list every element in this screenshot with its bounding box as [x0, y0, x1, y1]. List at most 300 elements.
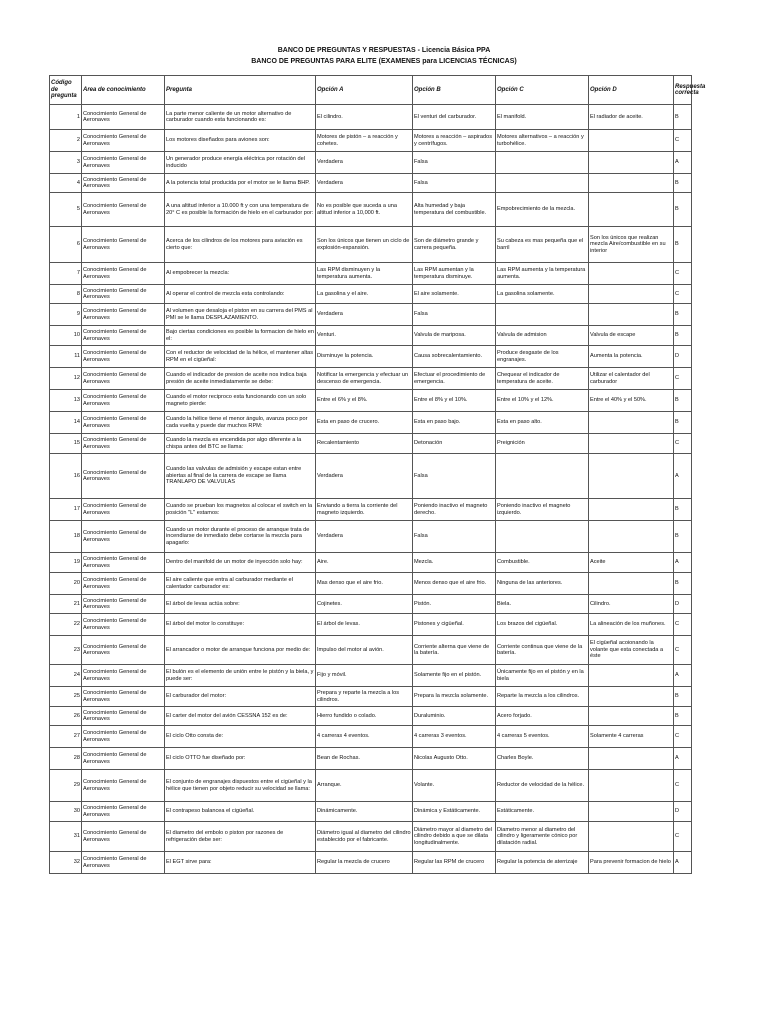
cell-question: El arrancador o motor de arranque funciona por medio de:	[165, 636, 316, 665]
table-row	[50, 687, 692, 707]
cell-answer: B	[674, 304, 692, 326]
table-row	[50, 346, 692, 368]
cell-answer: A	[674, 553, 692, 573]
cell-code: 24	[50, 665, 82, 687]
header-area: Area de conocimiento	[82, 76, 165, 105]
cell-option-c: Esta en paso alto.	[496, 412, 589, 434]
cell-option-c: Reductor de velocidad de la hélice.	[496, 770, 589, 802]
cell-code: 3	[50, 152, 82, 174]
cell-area: Conocimiento General de Aeronaves	[82, 726, 165, 748]
cell-option-a: Verdadera	[316, 152, 413, 174]
cell-option-c	[496, 304, 589, 326]
cell-answer: C	[674, 285, 692, 304]
cell-option-a: Esta en paso de crucero.	[316, 412, 413, 434]
cell-code: 23	[50, 636, 82, 665]
cell-area: Conocimiento General de Aeronaves	[82, 553, 165, 573]
cell-option-a: Diámetro igual al diametro del cilindro establecido por el fabricante.	[316, 822, 413, 852]
cell-option-d: Valvula de escape	[589, 326, 674, 346]
cell-code: 26	[50, 707, 82, 726]
cell-option-b: Detonación	[413, 434, 496, 454]
cell-option-b: Falsa	[413, 521, 496, 553]
table-row	[50, 152, 692, 174]
cell-option-a: Venturi.	[316, 326, 413, 346]
cell-option-d: El cigüeñal acoionando la volante que esta conectada a éste	[589, 636, 674, 665]
cell-area: Conocimiento General de Aeronaves	[82, 521, 165, 553]
cell-answer: C	[674, 434, 692, 454]
cell-option-c: Poniendo inactivo el magneto izquierdo.	[496, 499, 589, 521]
cell-option-d: Para prevenir formacion de hielo	[589, 852, 674, 874]
table-row	[50, 368, 692, 390]
table-row	[50, 614, 692, 636]
cell-answer: C	[674, 368, 692, 390]
cell-option-d	[589, 748, 674, 770]
cell-code: 21	[50, 595, 82, 614]
cell-code: 20	[50, 573, 82, 595]
cell-area: Conocimiento General de Aeronaves	[82, 130, 165, 152]
cell-answer: A	[674, 665, 692, 687]
cell-option-b: Esta en paso bajo.	[413, 412, 496, 434]
cell-option-a: La gasolina y el aire.	[316, 285, 413, 304]
cell-option-d	[589, 454, 674, 499]
cell-option-a: Hierro fundido o colado.	[316, 707, 413, 726]
cell-option-b: Pistón.	[413, 595, 496, 614]
cell-code: 5	[50, 193, 82, 227]
cell-option-d	[589, 130, 674, 152]
cell-code: 32	[50, 852, 82, 874]
cell-answer: B	[674, 499, 692, 521]
cell-option-c: Regular la potencia de aterrizaje	[496, 852, 589, 874]
cell-option-d: El radiador de aceite.	[589, 105, 674, 130]
cell-option-c: Únicamente fijo en el pistón y en la biela	[496, 665, 589, 687]
header-option-c: Opción C	[496, 76, 589, 105]
table-row	[50, 130, 692, 152]
cell-option-d	[589, 573, 674, 595]
cell-area: Conocimiento General de Aeronaves	[82, 822, 165, 852]
cell-question: Al volumen que desaloja el piston en su carrera del PMS al PMI se le llama DESPLAZAMIENTO.	[165, 304, 316, 326]
table-row	[50, 412, 692, 434]
header-code: Código de pregunta	[50, 76, 82, 105]
cell-area: Conocimiento General de Aeronaves	[82, 636, 165, 665]
cell-code: 14	[50, 412, 82, 434]
cell-question: A una altitud inferior a 10.000 ft y con una temperatura de 20° C es posible la formación de hielo en el carburador por:	[165, 193, 316, 227]
cell-option-d: La alineación de los muñones.	[589, 614, 674, 636]
table-row	[50, 595, 692, 614]
cell-option-c	[496, 174, 589, 193]
cell-question: El diametro del embolo o piston por razones de refrigeración debe ser:	[165, 822, 316, 852]
cell-option-c: Chequear el indicador de temperatura de aceite.	[496, 368, 589, 390]
cell-area: Conocimiento General de Aeronaves	[82, 193, 165, 227]
table-row	[50, 707, 692, 726]
cell-option-b: Alta humedad y baja temperatura del combustible.	[413, 193, 496, 227]
table-row	[50, 499, 692, 521]
cell-option-b: Efectuar el procedimiento de emergencia.	[413, 368, 496, 390]
cell-code: 8	[50, 285, 82, 304]
cell-code: 12	[50, 368, 82, 390]
cell-option-a: El árbol de levas.	[316, 614, 413, 636]
cell-option-a: Impulso del motor al avión.	[316, 636, 413, 665]
cell-area: Conocimiento General de Aeronaves	[82, 573, 165, 595]
cell-code: 30	[50, 802, 82, 822]
cell-question: El árbol del motor lo constituye:	[165, 614, 316, 636]
cell-option-d	[589, 802, 674, 822]
table-row	[50, 193, 692, 227]
cell-option-b: El venturi del carburador.	[413, 105, 496, 130]
cell-code: 27	[50, 726, 82, 748]
header-option-d: Opción D	[589, 76, 674, 105]
cell-answer: C	[674, 636, 692, 665]
cell-question: El aire caliente que entra al carburador mediante el calentador carburador es:	[165, 573, 316, 595]
cell-option-b: Regular las RPM de crucero	[413, 852, 496, 874]
cell-option-d: Solamente 4 carreras	[589, 726, 674, 748]
cell-option-c: Entre el 10% y el 12%.	[496, 390, 589, 412]
cell-area: Conocimiento General de Aeronaves	[82, 105, 165, 130]
cell-option-a: El cilindro.	[316, 105, 413, 130]
cell-question: Cuando se prueban los magnetos al colocar el switch en la posición "L" estamos:	[165, 499, 316, 521]
cell-option-d: Entre el 40% y el 50%.	[589, 390, 674, 412]
cell-option-c: Preignición	[496, 434, 589, 454]
table-row	[50, 553, 692, 573]
cell-option-b: Solamente fijo en el pistón.	[413, 665, 496, 687]
cell-question: La parte menor caliente de un motor alternativo de carburador cuando esta funcionando es:	[165, 105, 316, 130]
cell-option-a: Motores de pistón – a reacción y cohetes.	[316, 130, 413, 152]
cell-question: El ciclo OTTO fue diseñado por:	[165, 748, 316, 770]
cell-question: El contrapeso balancea el cigüeñal.	[165, 802, 316, 822]
cell-option-c	[496, 521, 589, 553]
cell-option-d: Aumenta la potencia.	[589, 346, 674, 368]
table-row	[50, 770, 692, 802]
cell-area: Conocimiento General de Aeronaves	[82, 687, 165, 707]
cell-area: Conocimiento General de Aeronaves	[82, 614, 165, 636]
table-row	[50, 434, 692, 454]
cell-option-a: Notificar la emergencia y efectuar un descenso de emergencia.	[316, 368, 413, 390]
cell-area: Conocimiento General de Aeronaves	[82, 499, 165, 521]
cell-option-a: Bean de Rochas.	[316, 748, 413, 770]
cell-option-b: Prepara la mezcla solamente.	[413, 687, 496, 707]
cell-question: Con el reductor de velocidad de la hélice, el mantener altas RPM en el cigüeñal:	[165, 346, 316, 368]
cell-option-b: Causa sobrecalentamiento.	[413, 346, 496, 368]
cell-option-a: Aire.	[316, 553, 413, 573]
cell-code: 9	[50, 304, 82, 326]
cell-question: El EGT sirve para:	[165, 852, 316, 874]
cell-answer: B	[674, 707, 692, 726]
cell-answer: C	[674, 614, 692, 636]
cell-answer: B	[674, 390, 692, 412]
cell-area: Conocimiento General de Aeronaves	[82, 770, 165, 802]
cell-option-d	[589, 665, 674, 687]
cell-option-a: Disminuye la potencia.	[316, 346, 413, 368]
cell-option-c: Charles Boyle.	[496, 748, 589, 770]
cell-area: Conocimiento General de Aeronaves	[82, 263, 165, 285]
table-row	[50, 852, 692, 874]
table-row	[50, 454, 692, 499]
cell-answer: B	[674, 174, 692, 193]
table-row	[50, 665, 692, 687]
table-row	[50, 521, 692, 553]
cell-question: Bajo ciertas condiciones es posible la formacion de hielo en el:	[165, 326, 316, 346]
cell-option-b: 4 carreras 3 eventos.	[413, 726, 496, 748]
cell-option-a: Enviando a tierra la corriente del magneto izquierdo.	[316, 499, 413, 521]
cell-answer: B	[674, 412, 692, 434]
cell-area: Conocimiento General de Aeronaves	[82, 368, 165, 390]
cell-question: Al empobrecer la mezcla:	[165, 263, 316, 285]
cell-option-b: Valvula de mariposa.	[413, 326, 496, 346]
table-row	[50, 304, 692, 326]
cell-option-b: Dinámica y Estáticamente.	[413, 802, 496, 822]
cell-code: 25	[50, 687, 82, 707]
cell-area: Conocimiento General de Aeronaves	[82, 390, 165, 412]
cell-option-d	[589, 152, 674, 174]
cell-answer: B	[674, 573, 692, 595]
table-row	[50, 573, 692, 595]
header-question: Pregunta	[165, 76, 316, 105]
cell-question: A la potencia total producida por el motor se le llama BHP.	[165, 174, 316, 193]
cell-code: 19	[50, 553, 82, 573]
cell-area: Conocimiento General de Aeronaves	[82, 707, 165, 726]
cell-option-b: Volante.	[413, 770, 496, 802]
cell-area: Conocimiento General de Aeronaves	[82, 174, 165, 193]
cell-option-a: Fijo y móvil.	[316, 665, 413, 687]
table-row	[50, 636, 692, 665]
cell-option-b: Falsa	[413, 174, 496, 193]
cell-area: Conocimiento General de Aeronaves	[82, 152, 165, 174]
cell-option-d	[589, 499, 674, 521]
cell-question: Un generador produce energía eléctrica por rotación del inducido	[165, 152, 316, 174]
cell-option-b: Entre el 8% y el 10%.	[413, 390, 496, 412]
cell-option-b: Corriente alterna que viene de la batería.	[413, 636, 496, 665]
cell-option-c: Empobrecimiento de la mezcla.	[496, 193, 589, 227]
table-row	[50, 802, 692, 822]
cell-option-d	[589, 822, 674, 852]
cell-option-b: Falsa	[413, 152, 496, 174]
cell-option-a: Prepara y reparte la mezcla a los cilindros.	[316, 687, 413, 707]
cell-option-d	[589, 521, 674, 553]
table-row	[50, 263, 692, 285]
cell-answer: D	[674, 802, 692, 822]
cell-option-a: Son los únicos que tienen un ciclo de explosión-expansión.	[316, 227, 413, 263]
cell-area: Conocimiento General de Aeronaves	[82, 412, 165, 434]
cell-area: Conocimiento General de Aeronaves	[82, 326, 165, 346]
cell-question: Acerca de los cilindros de los motores para aviación es cierto que:	[165, 227, 316, 263]
cell-option-c: Ninguna de las anteriores.	[496, 573, 589, 595]
cell-question: Cuando la hélice tiene el menor ángulo, avanza poco por cada vuelta y puede dar muchos RPM:	[165, 412, 316, 434]
cell-option-b: Falsa	[413, 454, 496, 499]
cell-option-c: Las RPM aumenta y la temperatura aumenta.	[496, 263, 589, 285]
header-option-a: Opción A	[316, 76, 413, 105]
cell-area: Conocimiento General de Aeronaves	[82, 227, 165, 263]
cell-code: 18	[50, 521, 82, 553]
cell-option-d	[589, 412, 674, 434]
cell-code: 28	[50, 748, 82, 770]
cell-question: Cuando el motor reciproco esta funcionando con un solo magneto pierde:	[165, 390, 316, 412]
cell-answer: B	[674, 521, 692, 553]
cell-answer: D	[674, 346, 692, 368]
cell-answer: C	[674, 770, 692, 802]
cell-option-d	[589, 193, 674, 227]
cell-option-a: Recalentamiento	[316, 434, 413, 454]
cell-answer: B	[674, 326, 692, 346]
cell-option-d	[589, 707, 674, 726]
cell-option-c: Produce desgaste de los engranajes.	[496, 346, 589, 368]
cell-option-b: Mezcla.	[413, 553, 496, 573]
cell-area: Conocimiento General de Aeronaves	[82, 748, 165, 770]
cell-option-c: Motores alternativos – a reacción y turbohélice.	[496, 130, 589, 152]
cell-option-d: Cilindro.	[589, 595, 674, 614]
cell-option-a: 4 carreras 4 eventos.	[316, 726, 413, 748]
cell-answer: C	[674, 263, 692, 285]
cell-option-b: Pistones y cigüeñal.	[413, 614, 496, 636]
cell-option-d: Utilizar el calentador del carburador	[589, 368, 674, 390]
table-row	[50, 726, 692, 748]
cell-code: 6	[50, 227, 82, 263]
header-option-b: Opción B	[413, 76, 496, 105]
cell-option-d	[589, 285, 674, 304]
cell-area: Conocimiento General de Aeronaves	[82, 304, 165, 326]
cell-answer: A	[674, 454, 692, 499]
cell-question: Cuando la mezcla es encendida por algo diferente a la chispa antes del BTC se llama:	[165, 434, 316, 454]
cell-answer: B	[674, 105, 692, 130]
cell-option-a: Regular la mezcla de crucero	[316, 852, 413, 874]
cell-option-c: 4 carreras 5 eventos.	[496, 726, 589, 748]
cell-answer: C	[674, 822, 692, 852]
cell-code: 4	[50, 174, 82, 193]
cell-option-d: Aceite	[589, 553, 674, 573]
cell-code: 17	[50, 499, 82, 521]
document-header	[0, 45, 768, 67]
cell-code: 7	[50, 263, 82, 285]
cell-question: El conjunto de engranajes dispuestos entre el cigüeñal y la hélice que tienen por objeto reducir su velocidad se llama:	[165, 770, 316, 802]
cell-option-a: No es posible que suceda a una altitud inferior a 10,000 ft.	[316, 193, 413, 227]
cell-option-a: Verdadera	[316, 521, 413, 553]
table-row	[50, 105, 692, 130]
cell-option-a: Mas denso que el aire frio.	[316, 573, 413, 595]
cell-option-c: El manifold.	[496, 105, 589, 130]
cell-option-b: Menos denso que el aire frio.	[413, 573, 496, 595]
cell-option-c: Reparte la mezcla a los cilindros.	[496, 687, 589, 707]
cell-answer: A	[674, 748, 692, 770]
table-body	[50, 105, 692, 874]
cell-code: 11	[50, 346, 82, 368]
cell-option-b: Diámetro mayor al diametro del cilindro debido a que se dilata longitudinalmente.	[413, 822, 496, 852]
cell-option-c	[496, 454, 589, 499]
cell-option-b: Motores a reacción – aspirados y centrífugos.	[413, 130, 496, 152]
cell-code: 22	[50, 614, 82, 636]
cell-option-c: Corriente continua que viene de la batería.	[496, 636, 589, 665]
document-subtitle: BANCO DE PREGUNTAS PARA ELITE (EXAMENES para LICENCIAS TÉCNICAS)	[251, 58, 517, 65]
cell-question: El ciclo Otto consta de:	[165, 726, 316, 748]
cell-answer: A	[674, 152, 692, 174]
cell-option-a: Verdadera	[316, 174, 413, 193]
cell-option-c: Combustible.	[496, 553, 589, 573]
cell-area: Conocimiento General de Aeronaves	[82, 802, 165, 822]
cell-question: El árbol de levas actúa sobre:	[165, 595, 316, 614]
cell-option-c: Diametro menor al diametro del cilindro y ligeramente cónico por dilatación radial.	[496, 822, 589, 852]
cell-option-a: Dinámicamente.	[316, 802, 413, 822]
cell-option-d	[589, 687, 674, 707]
cell-code: 2	[50, 130, 82, 152]
cell-answer: B	[674, 227, 692, 263]
cell-answer: B	[674, 193, 692, 227]
cell-question: Cuando las valvulas de admisión y escape estan entre abiertas al final de la carrera de escape se llama TRANLAPO DE VALVULAS	[165, 454, 316, 499]
cell-question: Los motores diseñados para aviones son:	[165, 130, 316, 152]
cell-option-b: Duraluminio.	[413, 707, 496, 726]
cell-answer: D	[674, 595, 692, 614]
cell-answer: A	[674, 852, 692, 874]
cell-option-a: Las RPM disminuyen y la temperatura aumenta.	[316, 263, 413, 285]
table-row	[50, 285, 692, 304]
cell-option-a: Arranque.	[316, 770, 413, 802]
cell-option-d	[589, 174, 674, 193]
cell-question: Cuando el indicador de presion de aceite nos indica baja presión de aceite inmediatamente se debe:	[165, 368, 316, 390]
cell-option-d	[589, 304, 674, 326]
cell-area: Conocimiento General de Aeronaves	[82, 434, 165, 454]
header-answer: Respuesta correcta	[674, 76, 692, 105]
cell-area: Conocimiento General de Aeronaves	[82, 454, 165, 499]
cell-code: 15	[50, 434, 82, 454]
table-row	[50, 748, 692, 770]
cell-option-c: Valvula de admision	[496, 326, 589, 346]
cell-code: 29	[50, 770, 82, 802]
cell-option-c: Estáticamente.	[496, 802, 589, 822]
cell-option-b: Son de diámetro grande y carrera pequeña.	[413, 227, 496, 263]
cell-option-a: Verdadera	[316, 304, 413, 326]
table-row	[50, 822, 692, 852]
cell-option-a: Cojinetes.	[316, 595, 413, 614]
cell-option-b: Poniendo inactivo el magneto derecho.	[413, 499, 496, 521]
cell-option-c	[496, 152, 589, 174]
table-header-row	[50, 76, 692, 105]
cell-question: El carburador del motor:	[165, 687, 316, 707]
cell-code: 1	[50, 105, 82, 130]
cell-answer: C	[674, 726, 692, 748]
cell-option-b: Nicolas Augusto Otto.	[413, 748, 496, 770]
cell-code: 31	[50, 822, 82, 852]
table-row	[50, 326, 692, 346]
cell-option-c: La gasolina solamente.	[496, 285, 589, 304]
cell-option-b: El aire solamente.	[413, 285, 496, 304]
cell-option-d	[589, 263, 674, 285]
cell-option-c: Los brazos del cigüeñal.	[496, 614, 589, 636]
cell-area: Conocimiento General de Aeronaves	[82, 595, 165, 614]
cell-option-c: Biela.	[496, 595, 589, 614]
cell-question: Al operar el control de mezcla esta controlando:	[165, 285, 316, 304]
document-title: BANCO DE PREGUNTAS Y RESPUESTAS - Licencia Básica PPA	[277, 47, 491, 54]
cell-question: Dentro del manifold de un motor de inyección solo hay:	[165, 553, 316, 573]
cell-option-a: Verdadera	[316, 454, 413, 499]
cell-code: 16	[50, 454, 82, 499]
cell-area: Conocimiento General de Aeronaves	[82, 346, 165, 368]
table-row	[50, 227, 692, 263]
table-row	[50, 174, 692, 193]
cell-option-b: Las RPM aumentan y la temperatura disminuye.	[413, 263, 496, 285]
cell-answer: B	[674, 687, 692, 707]
cell-option-c: Su cabeza es mas pequeña que el barril	[496, 227, 589, 263]
cell-question: El bulón es el elemento de unión entre le pistón y la biela, y puede ser:	[165, 665, 316, 687]
questions-table	[49, 75, 706, 874]
cell-option-b: Falsa	[413, 304, 496, 326]
cell-area: Conocimiento General de Aeronaves	[82, 852, 165, 874]
cell-option-a: Entre el 6% y el 8%.	[316, 390, 413, 412]
cell-question: El carter del motor del avión CESSNA 152 es de:	[165, 707, 316, 726]
cell-question: Cuando un motor durante el proceso de arranque trata de incendiarse de inmediato debe cortarse la mezcla para apagarlo:	[165, 521, 316, 553]
cell-option-d: Son los únicos que realizan mezcla Aire/combustible en su interior	[589, 227, 674, 263]
cell-code: 10	[50, 326, 82, 346]
table-row	[50, 390, 692, 412]
cell-option-d	[589, 770, 674, 802]
cell-option-c: Acero forjado.	[496, 707, 589, 726]
cell-code: 13	[50, 390, 82, 412]
cell-area: Conocimiento General de Aeronaves	[82, 285, 165, 304]
cell-option-d	[589, 434, 674, 454]
